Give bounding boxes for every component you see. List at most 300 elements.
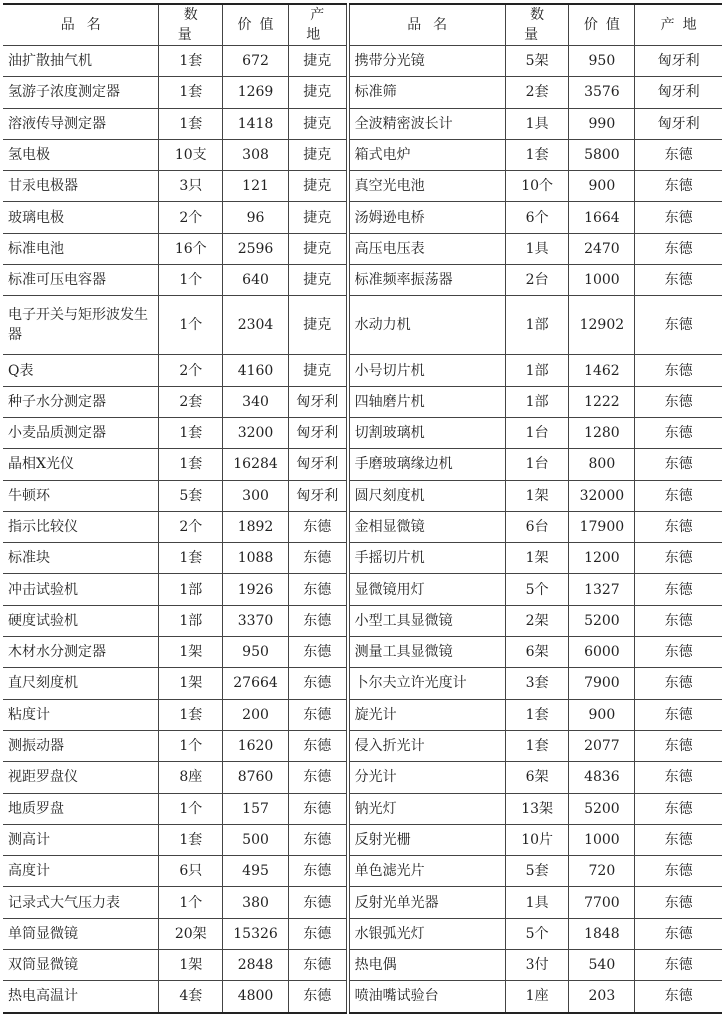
table-row <box>349 386 722 417</box>
header-name: 品名 <box>349 4 505 46</box>
quantity-cell: 10片 <box>505 824 569 855</box>
item-name-cell: 分光计 <box>349 762 505 793</box>
item-name-cell: 切割玻璃机 <box>349 417 505 448</box>
origin-cell: 捷克 <box>288 233 346 264</box>
price-cell: 16284 <box>223 449 289 480</box>
table-row <box>349 171 722 202</box>
origin-cell: 东德 <box>288 793 346 824</box>
price-cell: 8760 <box>223 762 289 793</box>
origin-cell: 匈牙利 <box>635 77 722 108</box>
origin-cell: 东德 <box>288 605 346 636</box>
table-row <box>3 108 346 139</box>
quantity-cell: 1具 <box>505 887 569 918</box>
table-row <box>349 417 722 448</box>
table-row <box>349 918 722 949</box>
table-row <box>349 668 722 699</box>
quantity-cell: 1个 <box>159 793 223 824</box>
table-row <box>349 265 722 296</box>
table-row <box>3 449 346 480</box>
origin-cell: 东德 <box>635 386 722 417</box>
origin-cell: 匈牙利 <box>288 417 346 448</box>
item-name-cell: 汤姆逊电桥 <box>349 202 505 233</box>
table-row <box>349 981 722 1013</box>
table-row <box>349 46 722 77</box>
origin-cell: 东德 <box>635 730 722 761</box>
item-name-cell: 甘汞电极器 <box>3 171 159 202</box>
table-row <box>3 417 346 448</box>
table-row <box>349 77 722 108</box>
price-cell: 640 <box>223 265 289 296</box>
origin-cell: 捷克 <box>288 265 346 296</box>
quantity-cell: 1台 <box>505 449 569 480</box>
table-row <box>349 699 722 730</box>
item-name-cell: 旋光计 <box>349 699 505 730</box>
quantity-cell: 1套 <box>159 699 223 730</box>
quantity-cell: 1套 <box>159 77 223 108</box>
quantity-cell: 1架 <box>505 480 569 511</box>
quantity-cell: 6只 <box>159 856 223 887</box>
origin-cell: 东德 <box>635 296 722 355</box>
quantity-cell: 1具 <box>505 108 569 139</box>
price-cell: 96 <box>223 202 289 233</box>
price-cell: 2470 <box>569 233 635 264</box>
price-cell: 720 <box>569 856 635 887</box>
quantity-cell: 6台 <box>505 511 569 542</box>
origin-cell: 东德 <box>635 202 722 233</box>
table-row <box>349 762 722 793</box>
price-cell: 672 <box>223 46 289 77</box>
item-name-cell: 油扩散抽气机 <box>3 46 159 77</box>
table-row <box>3 824 346 855</box>
origin-cell: 匈牙利 <box>288 449 346 480</box>
price-cell: 1664 <box>569 202 635 233</box>
price-cell: 32000 <box>569 480 635 511</box>
table-row <box>349 139 722 170</box>
quantity-cell: 2架 <box>505 605 569 636</box>
table-row <box>3 668 346 699</box>
item-name-cell: 标准可压电容器 <box>3 265 159 296</box>
quantity-cell: 1套 <box>159 449 223 480</box>
item-name-cell: 测振动器 <box>3 730 159 761</box>
table-row <box>349 296 722 355</box>
origin-cell: 东德 <box>288 950 346 981</box>
item-name-cell: 显微镜用灯 <box>349 574 505 605</box>
item-name-cell: 指示比较仪 <box>3 511 159 542</box>
price-cell: 340 <box>223 386 289 417</box>
left-table-body <box>3 46 346 1013</box>
origin-cell: 东德 <box>635 543 722 574</box>
table-row <box>3 139 346 170</box>
origin-cell: 捷克 <box>288 46 346 77</box>
quantity-cell: 2套 <box>159 386 223 417</box>
header-price: 价值 <box>569 4 635 46</box>
table-row <box>3 981 346 1013</box>
item-name-cell: 玻璃电极 <box>3 202 159 233</box>
quantity-cell: 6架 <box>505 762 569 793</box>
origin-cell: 东德 <box>635 856 722 887</box>
item-name-cell: 单色滤光片 <box>349 856 505 887</box>
quantity-cell: 1部 <box>159 605 223 636</box>
price-cell: 300 <box>223 480 289 511</box>
quantity-cell: 1套 <box>505 699 569 730</box>
quantity-cell: 1部 <box>159 574 223 605</box>
quantity-cell: 1座 <box>505 981 569 1013</box>
item-name-cell: 手摇切片机 <box>349 543 505 574</box>
origin-cell: 东德 <box>635 139 722 170</box>
origin-cell: 东德 <box>288 762 346 793</box>
item-name-cell: 氢电极 <box>3 139 159 170</box>
price-cell: 3370 <box>223 605 289 636</box>
origin-cell: 匈牙利 <box>635 108 722 139</box>
item-name-cell: 溶液传导测定器 <box>3 108 159 139</box>
quantity-cell: 1个 <box>159 887 223 918</box>
quantity-cell: 1架 <box>159 950 223 981</box>
item-name-cell: 晶相X光仪 <box>3 449 159 480</box>
item-name-cell: 圆尺刻度机 <box>349 480 505 511</box>
item-name-cell: 金相显微镜 <box>349 511 505 542</box>
item-name-cell: 直尺刻度机 <box>3 668 159 699</box>
item-name-cell: 冲击试验机 <box>3 574 159 605</box>
table-row <box>349 449 722 480</box>
quantity-cell: 1部 <box>505 355 569 386</box>
table-row <box>349 887 722 918</box>
quantity-cell: 5个 <box>505 574 569 605</box>
quantity-cell: 5架 <box>505 46 569 77</box>
origin-cell: 东德 <box>635 574 722 605</box>
right-table-body <box>349 46 722 1013</box>
item-name-cell: 水动力机 <box>349 296 505 355</box>
table-row <box>3 233 346 264</box>
price-cell: 2077 <box>569 730 635 761</box>
table-row <box>349 355 722 386</box>
item-name-cell: 测量工具显微镜 <box>349 637 505 668</box>
table-row <box>349 856 722 887</box>
price-cell: 1088 <box>223 543 289 574</box>
item-name-cell: 高度计 <box>3 856 159 887</box>
origin-cell: 捷克 <box>288 77 346 108</box>
origin-cell: 东德 <box>635 887 722 918</box>
price-cell: 2596 <box>223 233 289 264</box>
header-row <box>349 4 722 46</box>
price-cell: 1620 <box>223 730 289 761</box>
price-cell: 2304 <box>223 296 289 355</box>
equipment-table-left <box>3 3 347 1014</box>
price-cell: 1280 <box>569 417 635 448</box>
origin-cell: 东德 <box>635 417 722 448</box>
table-row <box>349 511 722 542</box>
item-name-cell: 视距罗盘仪 <box>3 762 159 793</box>
price-cell: 121 <box>223 171 289 202</box>
quantity-cell: 1套 <box>505 139 569 170</box>
quantity-cell: 1套 <box>159 108 223 139</box>
quantity-cell: 20架 <box>159 918 223 949</box>
origin-cell: 东德 <box>288 511 346 542</box>
price-cell: 3200 <box>223 417 289 448</box>
item-name-cell: 喷油嘴试验台 <box>349 981 505 1013</box>
header-origin: 产地 <box>288 4 346 46</box>
price-cell: 1000 <box>569 265 635 296</box>
item-name-cell: 单筒显微镜 <box>3 918 159 949</box>
origin-cell: 东德 <box>635 233 722 264</box>
table-row <box>349 824 722 855</box>
quantity-cell: 6个 <box>505 202 569 233</box>
price-cell: 5200 <box>569 793 635 824</box>
quantity-cell: 5套 <box>505 856 569 887</box>
origin-cell: 东德 <box>635 265 722 296</box>
price-cell: 1269 <box>223 77 289 108</box>
item-name-cell: 四轴磨片机 <box>349 386 505 417</box>
item-name-cell: 粘度计 <box>3 699 159 730</box>
table-row <box>349 637 722 668</box>
price-cell: 990 <box>569 108 635 139</box>
price-cell: 4160 <box>223 355 289 386</box>
quantity-cell: 1具 <box>505 233 569 264</box>
item-name-cell: 高压电压表 <box>349 233 505 264</box>
price-cell: 15326 <box>223 918 289 949</box>
quantity-cell: 3套 <box>505 668 569 699</box>
table-row <box>3 202 346 233</box>
quantity-cell: 3付 <box>505 950 569 981</box>
quantity-cell: 1架 <box>505 543 569 574</box>
item-name-cell: 记录式大气压力表 <box>3 887 159 918</box>
origin-cell: 东德 <box>635 355 722 386</box>
origin-cell: 东德 <box>635 824 722 855</box>
item-name-cell: 标准频率振荡器 <box>349 265 505 296</box>
item-name-cell: 硬度试验机 <box>3 605 159 636</box>
origin-cell: 捷克 <box>288 108 346 139</box>
origin-cell: 东德 <box>635 699 722 730</box>
table-row <box>3 762 346 793</box>
item-name-cell: 小号切片机 <box>349 355 505 386</box>
table-row <box>3 574 346 605</box>
origin-cell: 东德 <box>635 950 722 981</box>
origin-cell: 东德 <box>635 918 722 949</box>
equipment-table-right <box>349 3 722 1014</box>
item-name-cell: 标准块 <box>3 543 159 574</box>
price-cell: 308 <box>223 139 289 170</box>
origin-cell: 东德 <box>288 824 346 855</box>
origin-cell: 捷克 <box>288 296 346 355</box>
item-name-cell: 箱式电炉 <box>349 139 505 170</box>
table-row <box>3 699 346 730</box>
quantity-cell: 1套 <box>505 730 569 761</box>
quantity-cell: 3只 <box>159 171 223 202</box>
table-row <box>3 511 346 542</box>
item-name-cell: 标准电池 <box>3 233 159 264</box>
price-cell: 17900 <box>569 511 635 542</box>
origin-cell: 东德 <box>635 480 722 511</box>
table-row <box>3 605 346 636</box>
item-name-cell: 标准筛 <box>349 77 505 108</box>
price-cell: 200 <box>223 699 289 730</box>
origin-cell: 东德 <box>288 856 346 887</box>
item-name-cell: 热电高温计 <box>3 981 159 1013</box>
price-cell: 1462 <box>569 355 635 386</box>
quantity-cell: 1台 <box>505 417 569 448</box>
price-cell: 3576 <box>569 77 635 108</box>
item-name-cell: 热电偶 <box>349 950 505 981</box>
origin-cell: 东德 <box>288 981 346 1013</box>
price-cell: 500 <box>223 824 289 855</box>
origin-cell: 东德 <box>288 668 346 699</box>
quantity-cell: 2个 <box>159 355 223 386</box>
origin-cell: 东德 <box>635 511 722 542</box>
origin-cell: 东德 <box>635 171 722 202</box>
quantity-cell: 13架 <box>505 793 569 824</box>
price-cell: 7700 <box>569 887 635 918</box>
price-cell: 1327 <box>569 574 635 605</box>
quantity-cell: 2套 <box>505 77 569 108</box>
quantity-cell: 5套 <box>159 480 223 511</box>
price-cell: 157 <box>223 793 289 824</box>
table-row <box>349 202 722 233</box>
price-cell: 5800 <box>569 139 635 170</box>
quantity-cell: 1部 <box>505 386 569 417</box>
item-name-cell: 真空光电池 <box>349 171 505 202</box>
item-name-cell: 牛顿环 <box>3 480 159 511</box>
table-row <box>3 386 346 417</box>
price-cell: 900 <box>569 699 635 730</box>
header-qty: 数量 <box>505 4 569 46</box>
table-row <box>3 918 346 949</box>
origin-cell: 捷克 <box>288 139 346 170</box>
table-row <box>3 950 346 981</box>
table-row <box>349 605 722 636</box>
price-cell: 950 <box>223 637 289 668</box>
table-row <box>3 171 346 202</box>
price-cell: 6000 <box>569 637 635 668</box>
price-cell: 495 <box>223 856 289 887</box>
table-row <box>3 296 346 355</box>
item-name-cell: 钠光灯 <box>349 793 505 824</box>
price-cell: 7900 <box>569 668 635 699</box>
quantity-cell: 1套 <box>159 824 223 855</box>
table-row <box>3 730 346 761</box>
quantity-cell: 1个 <box>159 265 223 296</box>
header-name: 品名 <box>3 4 159 46</box>
table-row <box>3 637 346 668</box>
quantity-cell: 2台 <box>505 265 569 296</box>
header-origin: 产地 <box>635 4 722 46</box>
quantity-cell: 1套 <box>159 543 223 574</box>
header-row <box>3 4 346 46</box>
origin-cell: 匈牙利 <box>288 480 346 511</box>
table-row <box>3 793 346 824</box>
origin-cell: 东德 <box>635 762 722 793</box>
item-name-cell: 手磨玻璃缘边机 <box>349 449 505 480</box>
origin-cell: 东德 <box>288 637 346 668</box>
price-cell: 900 <box>569 171 635 202</box>
item-name-cell: 反射光栅 <box>349 824 505 855</box>
price-cell: 5200 <box>569 605 635 636</box>
quantity-cell: 2个 <box>159 511 223 542</box>
table-row <box>3 480 346 511</box>
price-cell: 27664 <box>223 668 289 699</box>
item-name-cell: 反射光单光器 <box>349 887 505 918</box>
item-name-cell: 侵入折光计 <box>349 730 505 761</box>
price-cell: 1200 <box>569 543 635 574</box>
table-row <box>349 480 722 511</box>
table-row <box>3 77 346 108</box>
quantity-cell: 1部 <box>505 296 569 355</box>
origin-cell: 东德 <box>288 543 346 574</box>
equipment-table-page <box>3 3 722 1014</box>
item-name-cell: 卜尔夫立许光度计 <box>349 668 505 699</box>
origin-cell: 东德 <box>288 699 346 730</box>
origin-cell: 东德 <box>288 574 346 605</box>
table-row <box>3 856 346 887</box>
quantity-cell: 2个 <box>159 202 223 233</box>
quantity-cell: 16个 <box>159 233 223 264</box>
table-row <box>3 265 346 296</box>
item-name-cell: 小型工具显微镜 <box>349 605 505 636</box>
item-name-cell: 地质罗盘 <box>3 793 159 824</box>
table-row <box>349 793 722 824</box>
table-row <box>349 574 722 605</box>
table-row <box>3 46 346 77</box>
quantity-cell: 1个 <box>159 730 223 761</box>
origin-cell: 匈牙利 <box>288 386 346 417</box>
header-qty: 数量 <box>159 4 223 46</box>
origin-cell: 东德 <box>635 793 722 824</box>
price-cell: 800 <box>569 449 635 480</box>
origin-cell: 匈牙利 <box>635 46 722 77</box>
price-cell: 950 <box>569 46 635 77</box>
header-price: 价值 <box>223 4 289 46</box>
price-cell: 1000 <box>569 824 635 855</box>
quantity-cell: 1个 <box>159 296 223 355</box>
quantity-cell: 10支 <box>159 139 223 170</box>
quantity-cell: 1架 <box>159 668 223 699</box>
price-cell: 2848 <box>223 950 289 981</box>
origin-cell: 捷克 <box>288 171 346 202</box>
origin-cell: 东德 <box>288 887 346 918</box>
price-cell: 1848 <box>569 918 635 949</box>
item-name-cell: 测高计 <box>3 824 159 855</box>
item-name-cell: Q表 <box>3 355 159 386</box>
item-name-cell: 种子水分测定器 <box>3 386 159 417</box>
table-row <box>3 355 346 386</box>
item-name-cell: 小麦品质测定器 <box>3 417 159 448</box>
origin-cell: 捷克 <box>288 202 346 233</box>
quantity-cell: 4套 <box>159 981 223 1013</box>
table-row <box>349 233 722 264</box>
table-row <box>349 730 722 761</box>
item-name-cell: 木材水分测定器 <box>3 637 159 668</box>
quantity-cell: 10个 <box>505 171 569 202</box>
table-row <box>349 950 722 981</box>
origin-cell: 东德 <box>288 730 346 761</box>
price-cell: 540 <box>569 950 635 981</box>
price-cell: 1222 <box>569 386 635 417</box>
price-cell: 203 <box>569 981 635 1013</box>
origin-cell: 东德 <box>288 918 346 949</box>
price-cell: 380 <box>223 887 289 918</box>
item-name-cell: 电子开关与矩形波发生器 <box>3 296 159 355</box>
item-name-cell: 双筒显微镜 <box>3 950 159 981</box>
price-cell: 4836 <box>569 762 635 793</box>
origin-cell: 东德 <box>635 637 722 668</box>
price-cell: 1418 <box>223 108 289 139</box>
table-row <box>349 543 722 574</box>
quantity-cell: 1套 <box>159 417 223 448</box>
table-row <box>3 543 346 574</box>
quantity-cell: 6架 <box>505 637 569 668</box>
origin-cell: 东德 <box>635 449 722 480</box>
quantity-cell: 5个 <box>505 918 569 949</box>
item-name-cell: 携带分光镜 <box>349 46 505 77</box>
item-name-cell: 水银弧光灯 <box>349 918 505 949</box>
